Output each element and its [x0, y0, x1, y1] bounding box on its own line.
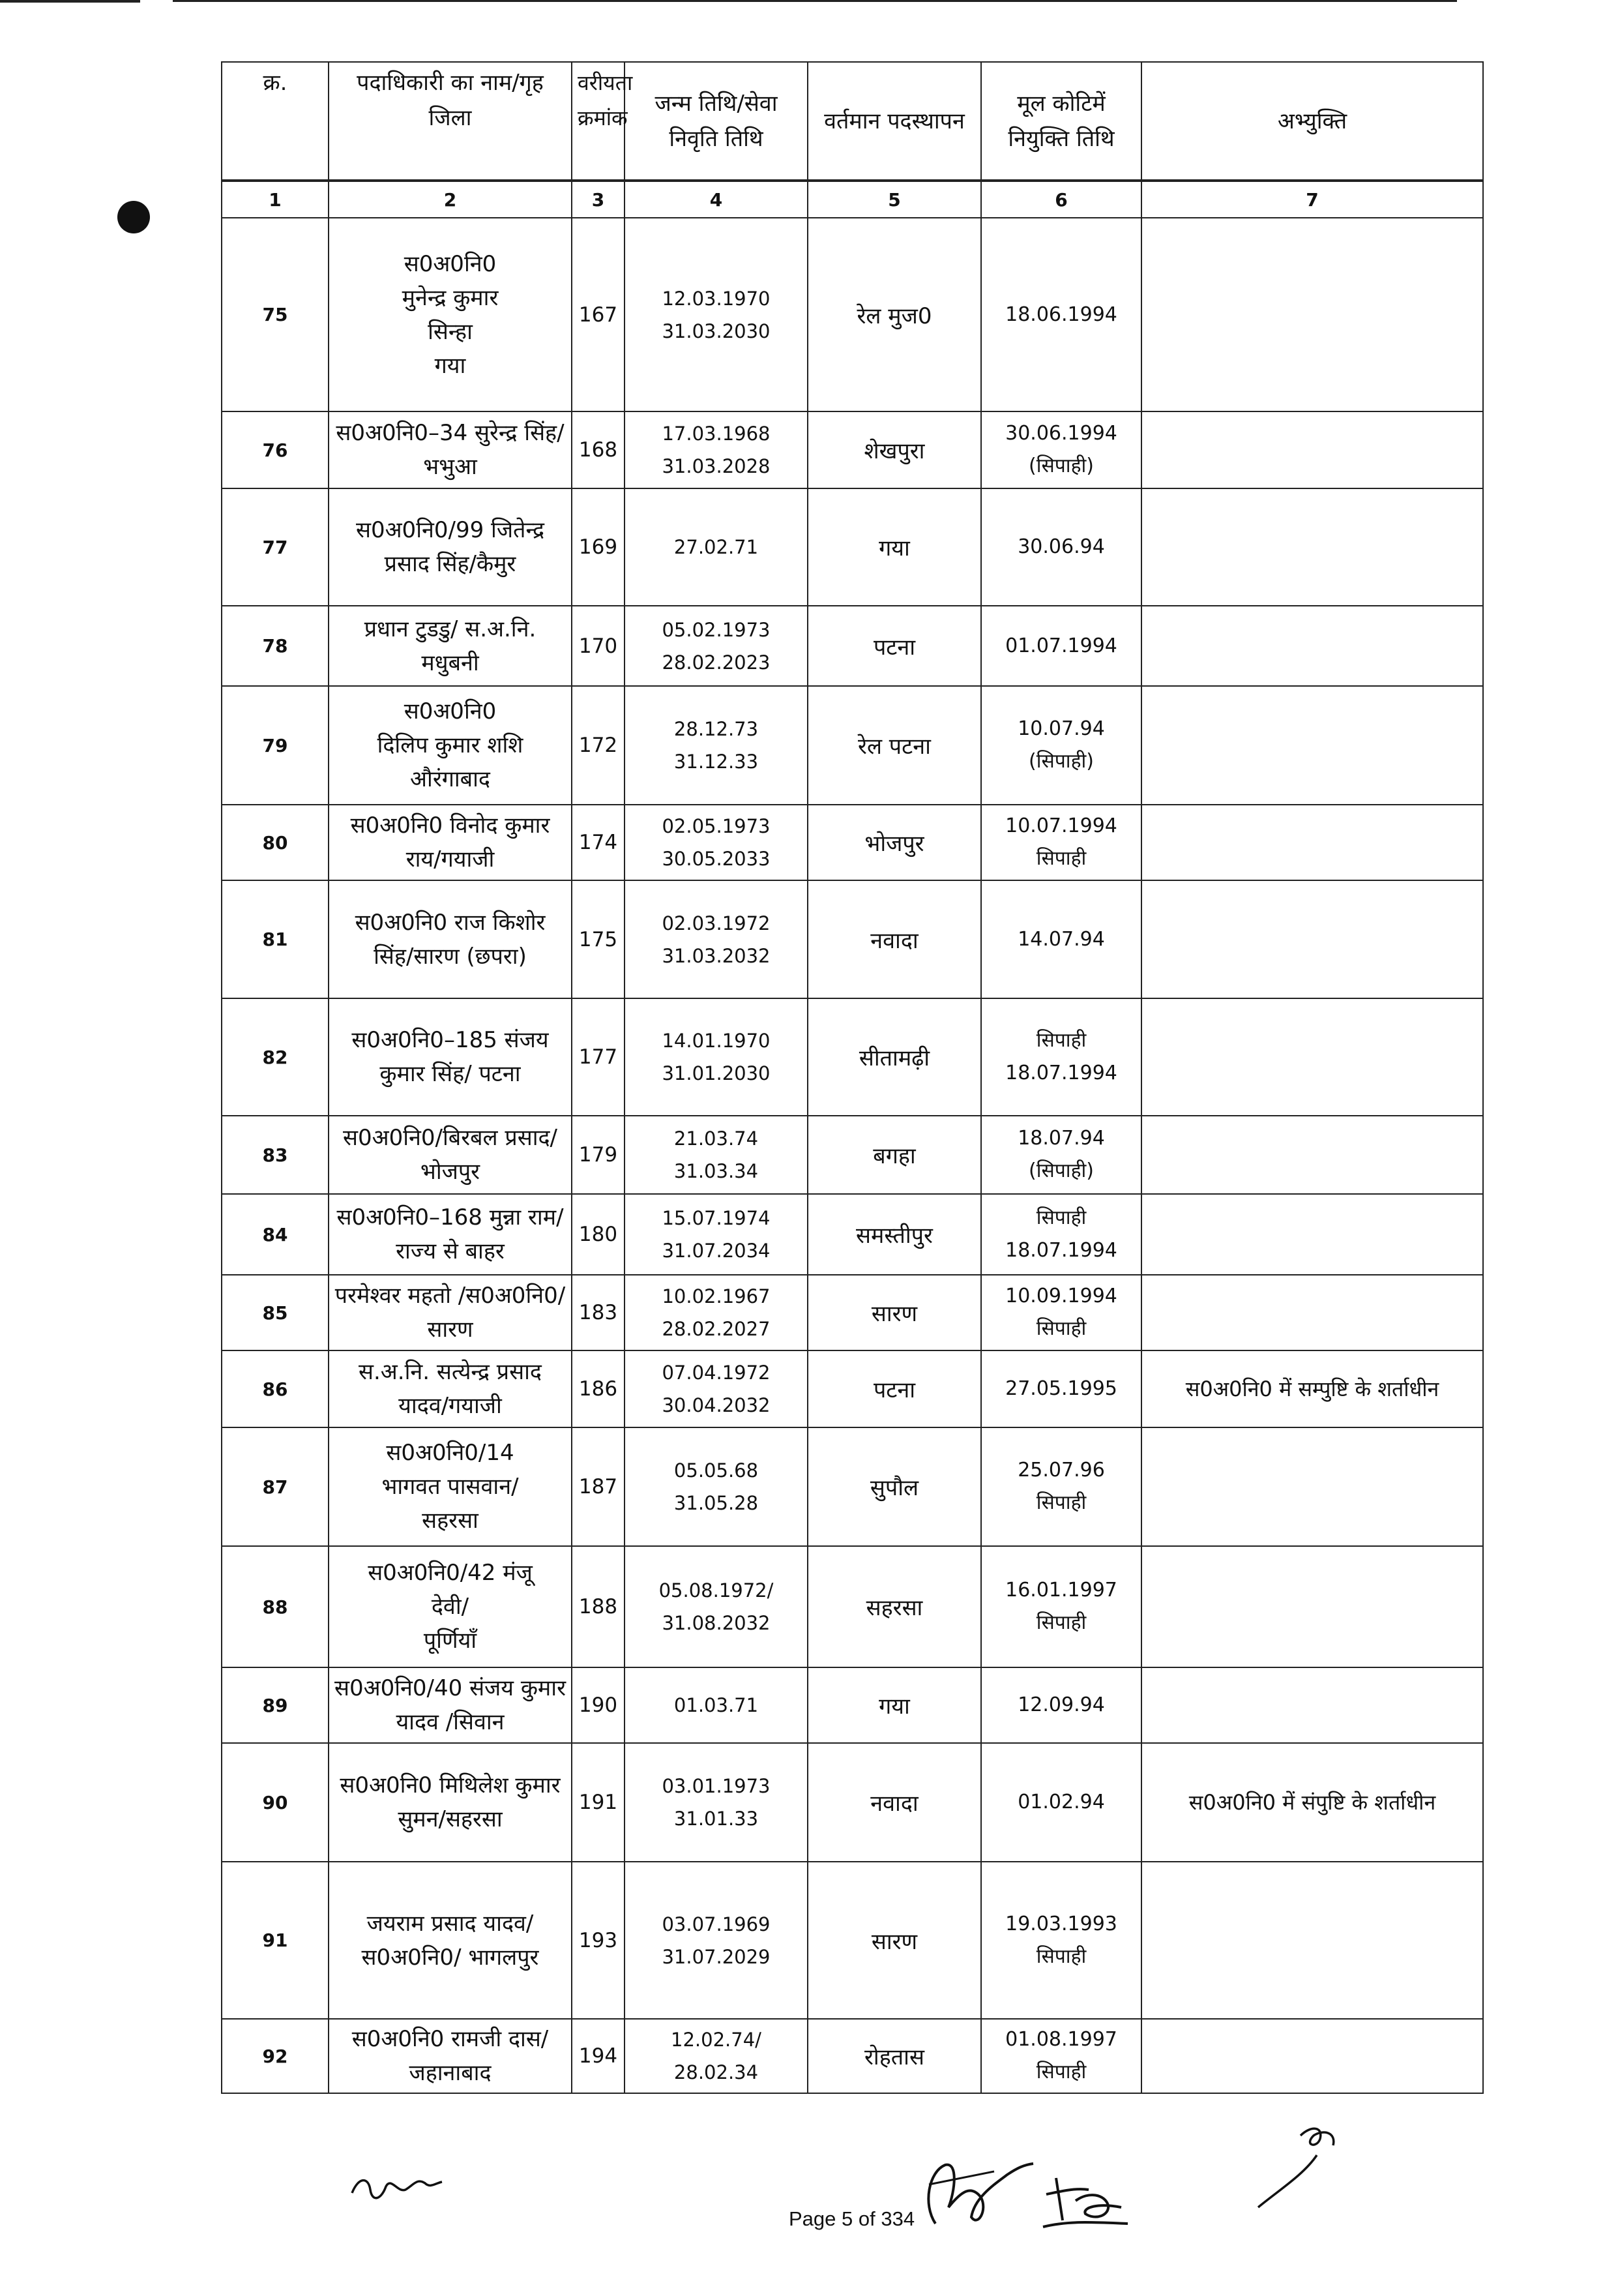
seniority-cell: 177 [572, 998, 625, 1116]
remarks-cell [1141, 218, 1483, 411]
seniority-cell: 191 [572, 1743, 625, 1862]
remarks-cell [1141, 1546, 1483, 1667]
seniority-cell: 168 [572, 411, 625, 488]
table-row [222, 1546, 1483, 1667]
column-number: 3 [572, 181, 625, 218]
officer-name-cell: स0अ0नि0–34 सुरेन्द्र सिंह/भभुआ [329, 411, 572, 488]
header-cell: क्र. [222, 62, 329, 181]
remarks-cell: स0अ0नि0 में संपुष्टि के शर्ताधीन [1141, 1743, 1483, 1862]
margin-dot [117, 201, 150, 233]
table-row [222, 1427, 1483, 1546]
officer-name-cell: स0अ0नि0 मिथिलेश कुमार सुमन/सहरसा [329, 1743, 572, 1862]
serial-number-cell: 91 [222, 1862, 329, 2019]
remarks-cell [1141, 1862, 1483, 2019]
officer-name-cell: स0अ0नि0/40 संजय कुमार यादव /सिवान [329, 1667, 572, 1743]
header-cell: पदाधिकारी का नाम/गृह जिला [329, 62, 572, 181]
dates-cell: 14.01.1970 31.01.2030 [625, 998, 808, 1116]
serial-number-cell: 85 [222, 1275, 329, 1350]
table-row [222, 1862, 1483, 2019]
appointment-cell: 12.09.94 [981, 1667, 1141, 1743]
serial-number-cell: 87 [222, 1427, 329, 1546]
page-number: Page 5 of 334 [789, 2207, 915, 2230]
serial-number-cell: 83 [222, 1116, 329, 1194]
appointment-cell: 14.07.94 [981, 880, 1141, 998]
posting-cell: सहरसा [808, 1546, 981, 1667]
officer-name-cell: स0अ0नि0 मुनेन्द्र कुमार सिन्हा गया [329, 218, 572, 411]
header-row [222, 62, 1483, 181]
remarks-cell [1141, 2019, 1483, 2093]
appointment-cell: 01.08.1997 सिपाही [981, 2019, 1141, 2093]
remarks-cell [1141, 1275, 1483, 1350]
signature-right [1252, 2116, 1362, 2214]
dates-cell: 02.03.1972 31.03.2032 [625, 880, 808, 998]
appointment-cell: 25.07.96 सिपाही [981, 1427, 1141, 1546]
column-number: 6 [981, 181, 1141, 218]
posting-cell: रेल मुज0 [808, 218, 981, 411]
table-row [222, 218, 1483, 411]
serial-number-cell: 84 [222, 1194, 329, 1275]
table-row [222, 2019, 1483, 2093]
column-number: 5 [808, 181, 981, 218]
seniority-cell: 190 [572, 1667, 625, 1743]
posting-cell: सुपौल [808, 1427, 981, 1546]
posting-cell: भोजपुर [808, 805, 981, 880]
appointment-cell: 10.09.1994 सिपाही [981, 1275, 1141, 1350]
seniority-cell: 175 [572, 880, 625, 998]
seniority-cell: 170 [572, 606, 625, 686]
top-rule-left [0, 0, 140, 3]
serial-number-cell: 89 [222, 1667, 329, 1743]
table-row [222, 1275, 1483, 1350]
officer-name-cell: स0अ0नि0/42 मंजू देवी/ पूर्णियाँ [329, 1546, 572, 1667]
table-row [222, 686, 1483, 805]
signature-center-2 [1037, 2165, 1134, 2237]
column-number: 1 [222, 181, 329, 218]
seniority-cell: 187 [572, 1427, 625, 1546]
table-row [222, 411, 1483, 488]
officer-name-cell: स0अ0नि0/14 भागवत पासवान/ सहरसा [329, 1427, 572, 1546]
table-row [222, 998, 1483, 1116]
remarks-cell [1141, 880, 1483, 998]
posting-cell: सारण [808, 1275, 981, 1350]
remarks-cell [1141, 1116, 1483, 1194]
remarks-cell [1141, 998, 1483, 1116]
officer-name-cell: परमेश्वर महतो /स0अ0नि0/ सारण [329, 1275, 572, 1350]
seniority-cell: 194 [572, 2019, 625, 2093]
posting-cell: समस्तीपुर [808, 1194, 981, 1275]
seniority-cell: 167 [572, 218, 625, 411]
dates-cell: 05.02.1973 28.02.2023 [625, 606, 808, 686]
remarks-cell [1141, 686, 1483, 805]
posting-cell: सीतामढ़ी [808, 998, 981, 1116]
appointment-cell: 19.03.1993 सिपाही [981, 1862, 1141, 2019]
posting-cell: पटना [808, 606, 981, 686]
serial-number-cell: 79 [222, 686, 329, 805]
serial-number-cell: 90 [222, 1743, 329, 1862]
dates-cell: 21.03.74 31.03.34 [625, 1116, 808, 1194]
seniority-cell: 188 [572, 1546, 625, 1667]
dates-cell: 17.03.1968 31.03.2028 [625, 411, 808, 488]
serial-number-cell: 80 [222, 805, 329, 880]
appointment-cell: 01.02.94 [981, 1743, 1141, 1862]
posting-cell: बगहा [808, 1116, 981, 1194]
officer-name-cell: स0अ0नि0/99 जितेन्द्र प्रसाद सिंह/कैमुर [329, 488, 572, 606]
signature-center-1 [909, 2145, 1040, 2237]
roster-body [222, 218, 1483, 2093]
seniority-cell: 183 [572, 1275, 625, 1350]
posting-cell: रोहतास [808, 2019, 981, 2093]
seniority-cell: 180 [572, 1194, 625, 1275]
officer-name-cell: प्रधान टुडडु/ स.अ.नि. मधुबनी [329, 606, 572, 686]
posting-cell: पटना [808, 1350, 981, 1427]
dates-cell: 05.05.68 31.05.28 [625, 1427, 808, 1546]
dates-cell: 15.07.1974 31.07.2034 [625, 1194, 808, 1275]
table-row [222, 1116, 1483, 1194]
remarks-cell [1141, 1667, 1483, 1743]
appointment-cell: सिपाही 18.07.1994 [981, 998, 1141, 1116]
dates-cell: 27.02.71 [625, 488, 808, 606]
appointment-cell: 10.07.1994 सिपाही [981, 805, 1141, 880]
serial-number-cell: 76 [222, 411, 329, 488]
posting-cell: नवादा [808, 880, 981, 998]
serial-number-cell: 78 [222, 606, 329, 686]
serial-number-cell: 82 [222, 998, 329, 1116]
officer-name-cell: स0अ0नि0 विनोद कुमार राय/गयाजी [329, 805, 572, 880]
seniority-cell: 186 [572, 1350, 625, 1427]
column-number-row [222, 181, 1483, 218]
header-cell: अभ्युक्ति [1141, 62, 1483, 181]
table-row [222, 488, 1483, 606]
seniority-cell: 179 [572, 1116, 625, 1194]
header-cell: वरीयता क्रमांक [572, 62, 625, 181]
remarks-cell [1141, 488, 1483, 606]
remarks-cell [1141, 805, 1483, 880]
posting-cell: गया [808, 488, 981, 606]
dates-cell: 02.05.1973 30.05.2033 [625, 805, 808, 880]
dates-cell: 07.04.1972 30.04.2032 [625, 1350, 808, 1427]
officer-name-cell: स0अ0नि0–168 मुन्ना राम/राज्य से बाहर [329, 1194, 572, 1275]
appointment-cell: सिपाही 18.07.1994 [981, 1194, 1141, 1275]
dates-cell: 03.07.1969 31.07.2029 [625, 1862, 808, 2019]
officer-name-cell: जयराम प्रसाद यादव/ स0अ0नि0/ भागलपुर [329, 1862, 572, 2019]
top-rule-right [173, 0, 1457, 2]
seniority-cell: 193 [572, 1862, 625, 2019]
table-row [222, 880, 1483, 998]
posting-cell: नवादा [808, 1743, 981, 1862]
column-number: 2 [329, 181, 572, 218]
table-row [222, 1667, 1483, 1743]
remarks-cell [1141, 606, 1483, 686]
appointment-cell: 30.06.94 [981, 488, 1141, 606]
dates-cell: 28.12.73 31.12.33 [625, 686, 808, 805]
table-row [222, 606, 1483, 686]
appointment-cell: 27.05.1995 [981, 1350, 1141, 1427]
header-cell: वर्तमान पदस्थापन [808, 62, 981, 181]
header-cell: मूल कोटिमें नियुक्ति तिथि [981, 62, 1141, 181]
posting-cell: सारण [808, 1862, 981, 2019]
serial-number-cell: 86 [222, 1350, 329, 1427]
remarks-cell [1141, 411, 1483, 488]
serial-number-cell: 81 [222, 880, 329, 998]
table-row [222, 1743, 1483, 1862]
posting-cell: गया [808, 1667, 981, 1743]
officer-name-cell: स0अ0नि0 दिलिप कुमार शशि औरंगाबाद [329, 686, 572, 805]
dates-cell: 05.08.1972/ 31.08.2032 [625, 1546, 808, 1667]
officer-name-cell: स0अ0नि0/बिरबल प्रसाद/भोजपुर [329, 1116, 572, 1194]
serial-number-cell: 77 [222, 488, 329, 606]
column-number: 7 [1141, 181, 1483, 218]
dates-cell: 03.01.1973 31.01.33 [625, 1743, 808, 1862]
remarks-cell [1141, 1427, 1483, 1546]
officer-name-cell: स0अ0नि0 रामजी दास/जहानाबाद [329, 2019, 572, 2093]
appointment-cell: 30.06.1994 (सिपाही) [981, 411, 1141, 488]
remarks-cell: स0अ0नि0 में सम्पुष्टि के शर्ताधीन [1141, 1350, 1483, 1427]
signature-left [346, 2164, 476, 2209]
appointment-cell: 18.07.94 (सिपाही) [981, 1116, 1141, 1194]
table-row [222, 1194, 1483, 1275]
dates-cell: 12.02.74/ 28.02.34 [625, 2019, 808, 2093]
serial-number-cell: 92 [222, 2019, 329, 2093]
appointment-cell: 10.07.94 (सिपाही) [981, 686, 1141, 805]
appointment-cell: 16.01.1997 सिपाही [981, 1546, 1141, 1667]
posting-cell: रेल पटना [808, 686, 981, 805]
header-cell: जन्म तिथि/सेवा निवृति तिथि [625, 62, 808, 181]
table-row [222, 1350, 1483, 1427]
roster-table [221, 61, 1484, 2094]
serial-number-cell: 75 [222, 218, 329, 411]
serial-number-cell: 88 [222, 1546, 329, 1667]
seniority-cell: 174 [572, 805, 625, 880]
table-row [222, 805, 1483, 880]
dates-cell: 12.03.1970 31.03.2030 [625, 218, 808, 411]
appointment-cell: 01.07.1994 [981, 606, 1141, 686]
dates-cell: 10.02.1967 28.02.2027 [625, 1275, 808, 1350]
column-number: 4 [625, 181, 808, 218]
seniority-cell: 169 [572, 488, 625, 606]
remarks-cell [1141, 1194, 1483, 1275]
officer-name-cell: स.अ.नि. सत्येन्द्र प्रसाद यादव/गयाजी [329, 1350, 572, 1427]
posting-cell: शेखपुरा [808, 411, 981, 488]
officer-name-cell: स0अ0नि0 राज किशोर सिंह/सारण (छपरा) [329, 880, 572, 998]
officer-name-cell: स0अ0नि0–185 संजय कुमार सिंह/ पटना [329, 998, 572, 1116]
dates-cell: 01.03.71 [625, 1667, 808, 1743]
seniority-cell: 172 [572, 686, 625, 805]
appointment-cell: 18.06.1994 [981, 218, 1141, 411]
